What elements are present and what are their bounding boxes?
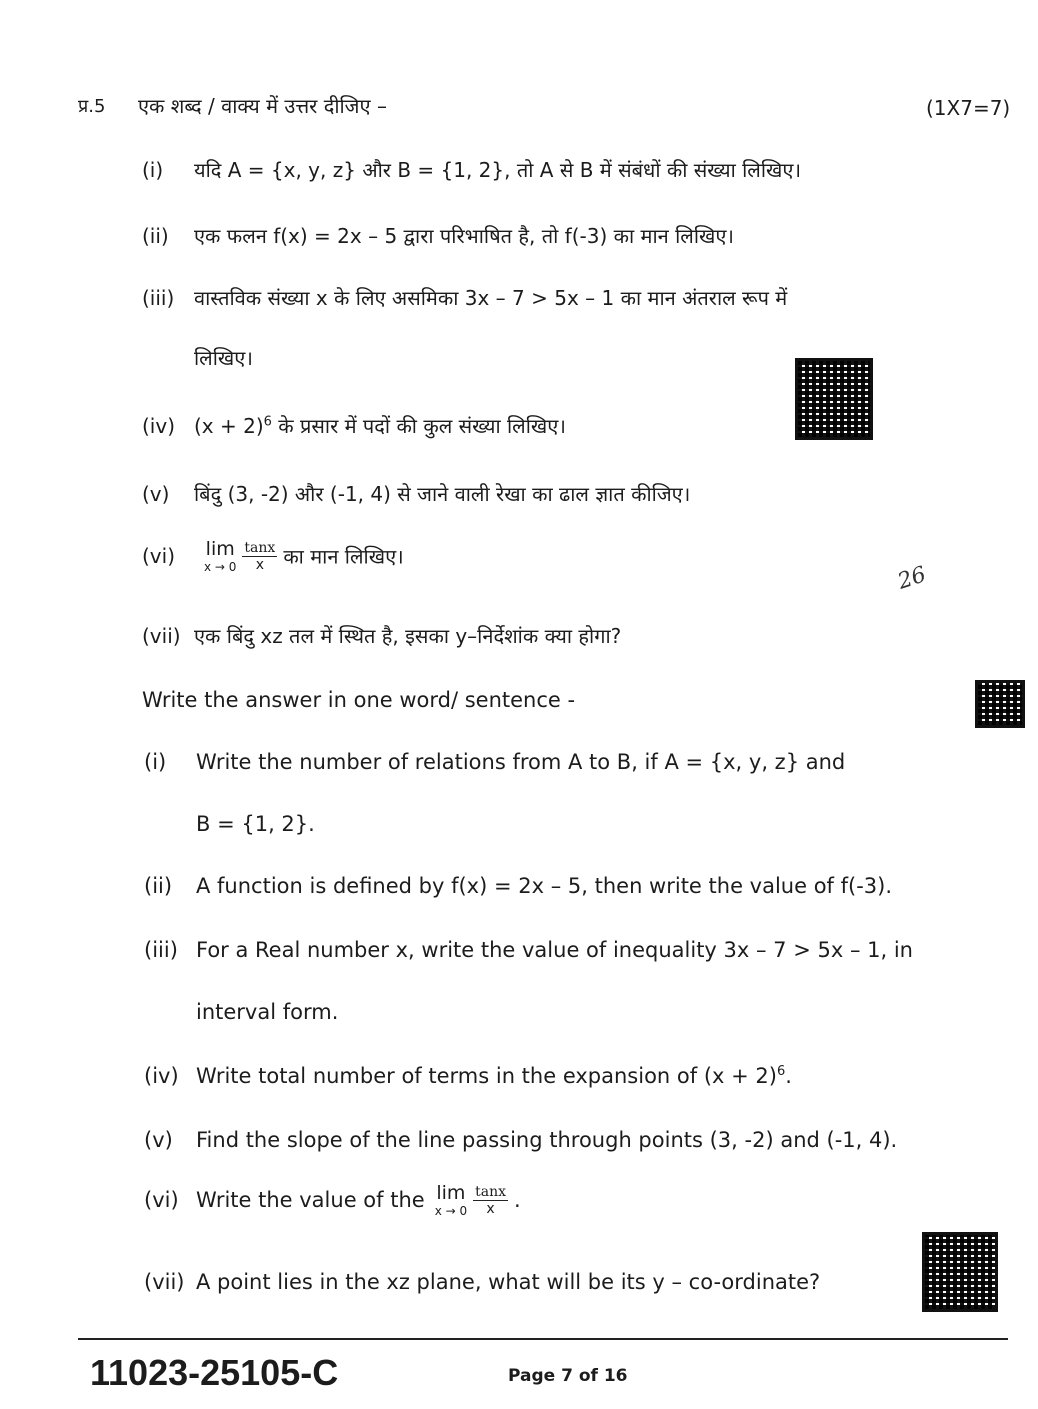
english-item-i-cont: B = {1, 2}. bbox=[196, 812, 315, 836]
english-item-i bbox=[144, 750, 845, 774]
item-text-post: . bbox=[785, 1064, 792, 1088]
fraction-denominator: x bbox=[486, 1200, 495, 1217]
limit-expression bbox=[435, 1182, 467, 1218]
hindi-item-vii bbox=[142, 622, 621, 649]
item-number: (iii) bbox=[144, 938, 178, 962]
page-number: Page 7 of 16 bbox=[508, 1366, 628, 1386]
fraction-numerator: tanx bbox=[244, 539, 276, 556]
fraction-denominator: x bbox=[255, 556, 265, 573]
lim-label: lim bbox=[205, 538, 235, 560]
english-item-iv bbox=[144, 1064, 792, 1088]
english-item-vii bbox=[144, 1270, 820, 1294]
exponent: 6 bbox=[263, 414, 272, 430]
qr-code-side bbox=[975, 680, 1025, 728]
item-text: Find the slope of the line passing through points (3, -2) and (-1, 4). bbox=[196, 1128, 898, 1152]
fraction bbox=[242, 540, 277, 573]
english-item-iii bbox=[144, 938, 913, 962]
item-number: (vi) bbox=[142, 544, 175, 568]
hindi-item-v bbox=[142, 480, 690, 507]
item-number: (v) bbox=[142, 482, 170, 506]
item-text: बिंदु (3, -2) और (-1, 4) से जाने वाली रेखा का ढाल ज्ञात कीजिए। bbox=[194, 482, 691, 506]
paper-code: 11023-25105-C bbox=[90, 1352, 339, 1393]
fraction-numerator: tanx bbox=[475, 1183, 506, 1200]
item-number: (v) bbox=[144, 1128, 173, 1152]
item-text: Write the number of relations from A to B, if A = {x, y, z} and bbox=[196, 750, 846, 774]
english-item-v bbox=[144, 1128, 897, 1152]
item-number: (vii) bbox=[144, 1270, 185, 1294]
hindi-item-iii bbox=[142, 284, 787, 311]
handwritten-note: 26 bbox=[894, 562, 930, 595]
item-text: A function is defined by f(x) = 2x – 5, then write the value of f(-3). bbox=[196, 874, 893, 898]
item-number: (iv) bbox=[142, 414, 175, 438]
hindi-item-ii bbox=[142, 222, 734, 249]
footer-divider bbox=[78, 1338, 1008, 1340]
english-item-iii-cont: interval form. bbox=[196, 1000, 339, 1024]
hindi-item-i bbox=[142, 156, 801, 183]
instruction-english: Write the answer in one word/ sentence - bbox=[142, 688, 576, 712]
instruction-hindi: एक शब्द / वाक्य में उत्तर दीजिए – bbox=[138, 94, 387, 118]
item-text: (x + 2) bbox=[194, 414, 264, 438]
item-text-post: का मान लिखिए। bbox=[283, 544, 404, 569]
item-number: (iv) bbox=[144, 1064, 179, 1088]
item-number: (iii) bbox=[142, 286, 175, 310]
item-number: (i) bbox=[142, 158, 164, 182]
item-number: (ii) bbox=[142, 224, 169, 248]
item-text: Write the value of the bbox=[196, 1188, 425, 1212]
datamatrix-code-top bbox=[795, 358, 873, 440]
item-text: Write total number of terms in the expansion of (x + 2) bbox=[196, 1064, 777, 1088]
item-number: (vii) bbox=[142, 624, 181, 648]
item-text: वास्तविक संख्या x के लिए असमिका 3x – 7 > 5x – 1 का मान अंतराल रूप में bbox=[194, 286, 788, 310]
item-text: एक फलन f(x) = 2x – 5 द्वारा परिभाषित है, तो f(-3) का मान लिखिए। bbox=[194, 224, 735, 248]
item-text: For a Real number x, write the value of inequality 3x – 7 > 5x – 1, in bbox=[196, 938, 913, 962]
item-text: एक बिंदु xz तल में स्थित है, इसका y–निर्देशांक क्या होगा? bbox=[194, 624, 622, 648]
item-text-post: . bbox=[514, 1188, 521, 1212]
exponent: 6 bbox=[776, 1064, 786, 1079]
item-text: A point lies in the xz plane, what will be its y – co-ordinate? bbox=[196, 1270, 821, 1294]
item-text: यदि A = {x, y, z} और B = {1, 2}, तो A से B में संबंधों की संख्या लिखिए। bbox=[194, 158, 802, 182]
fraction bbox=[473, 1184, 508, 1217]
lim-label: lim bbox=[436, 1182, 466, 1204]
lim-subscript: x → 0 bbox=[434, 1204, 468, 1218]
marks: (1X7=7) bbox=[926, 96, 1011, 120]
english-item-ii bbox=[144, 874, 892, 898]
question-number: प्र.5 bbox=[78, 96, 106, 117]
item-number: (vi) bbox=[144, 1188, 179, 1212]
lim-subscript: x → 0 bbox=[204, 560, 237, 574]
item-number: (ii) bbox=[144, 874, 173, 898]
datamatrix-code-bottom bbox=[922, 1232, 998, 1312]
hindi-item-iii-cont: लिखिए। bbox=[194, 346, 253, 370]
item-number: (i) bbox=[144, 750, 167, 774]
english-item-vi bbox=[144, 1182, 521, 1218]
hindi-item-iv bbox=[142, 412, 566, 439]
item-text-post: के प्रसार में पदों की कुल संख्या लिखिए। bbox=[271, 414, 566, 438]
limit-expression bbox=[204, 538, 236, 574]
hindi-item-vi bbox=[142, 538, 404, 574]
